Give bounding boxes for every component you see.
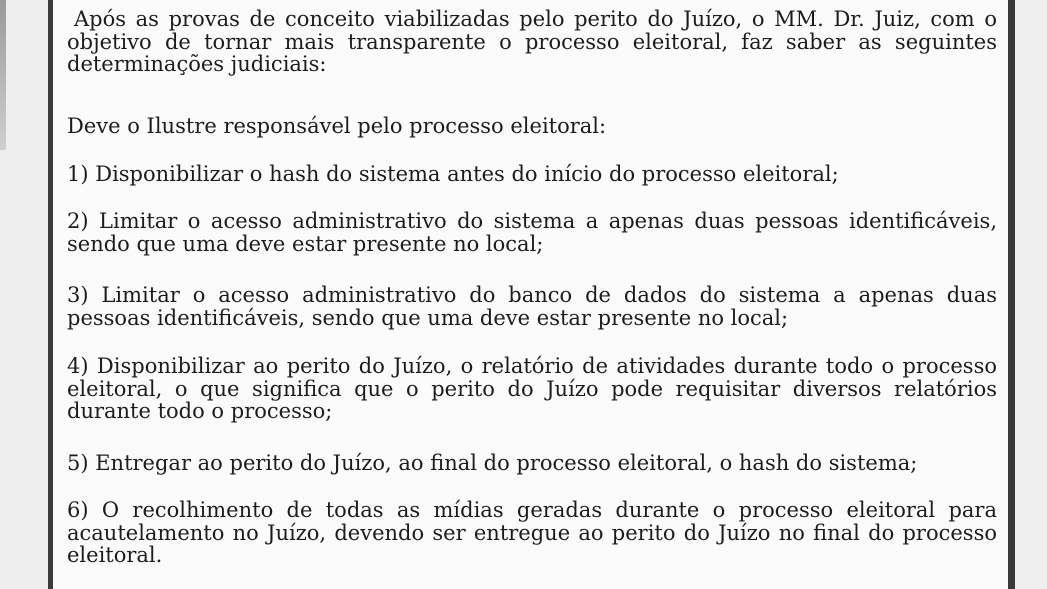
item-5: 5) Entregar ao perito do Juízo, ao final do processo eleitoral, o hash do sistema; bbox=[67, 451, 918, 475]
left-shadow bbox=[0, 0, 6, 150]
item-3: 3) Limitar o acesso administrativo do banco de dados do sistema a apenas duas pessoas identificáveis, sendo que uma deve estar presente no local; bbox=[67, 283, 997, 330]
box-border-right bbox=[1008, 0, 1015, 589]
item-2: 2) Limitar o acesso administrativo do sistema a apenas duas pessoas identificáveis, sendo que uma deve estar presente no local; bbox=[67, 209, 997, 256]
item-1: 1) Disponibilizar o hash do sistema antes do início do processo eleitoral; bbox=[67, 162, 839, 186]
box-border-left bbox=[48, 0, 53, 589]
intro-paragraph: Após as provas de conceito viabilizadas pelo perito do Juízo, o MM. Dr. Juiz, com o objetivo de tornar mais transparente o processo eleitoral, faz saber as seguintes determinações judiciais: bbox=[67, 7, 997, 76]
heading-paragraph: Deve o Ilustre responsável pelo processo eleitoral: bbox=[67, 114, 607, 138]
left-margin bbox=[0, 0, 48, 589]
item-4: 4) Disponibilizar ao perito do Juízo, o relatório de atividades durante todo o processo eleitoral, o que significa que o perito do Juízo pode requisitar diversos relatórios durante todo o processo; bbox=[67, 354, 997, 423]
item-6: 6) O recolhimento de todas as mídias geradas durante o processo eleitoral para acautelamento no Juízo, devendo ser entregue ao perito do Juízo no final do processo eleitoral. bbox=[67, 498, 997, 567]
right-margin bbox=[1015, 0, 1047, 589]
